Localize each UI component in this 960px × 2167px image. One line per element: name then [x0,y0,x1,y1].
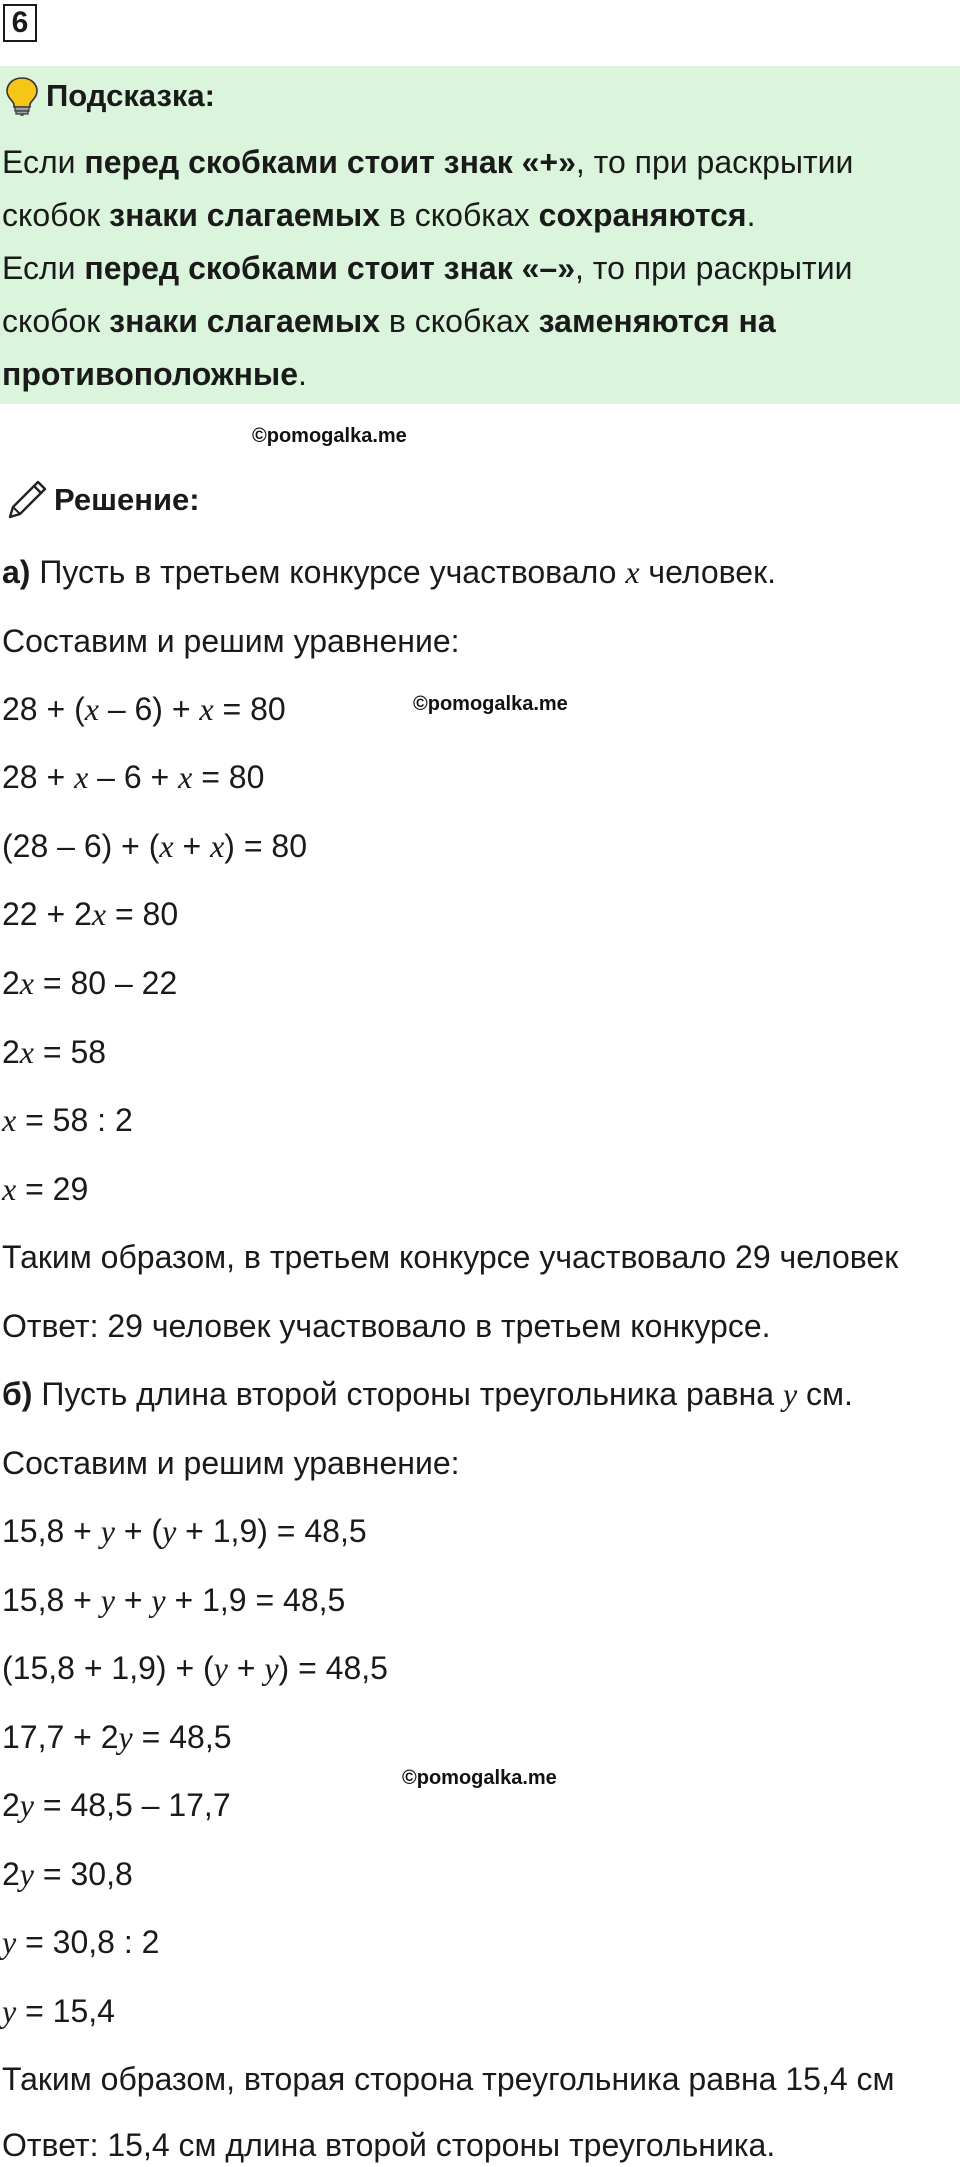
hint-title-text: Подсказка: [46,78,215,113]
eq-text: + [227,1650,265,1686]
var-x: x [159,828,174,864]
var-y: y [782,1376,798,1412]
lightbulb-icon [0,74,44,118]
eq-text: = 80 [106,896,179,932]
eq-text: 2 [2,1034,20,1070]
part-b-label: б) [2,1376,33,1412]
var-y: y [100,1513,115,1549]
var-y: y [213,1650,228,1686]
eq-text: – 6 + [88,759,179,795]
hint-p2-mid: , то при раскрытии скобок [2,250,853,339]
eq-text: 28 + ( [2,691,85,727]
part-b-eq7 [2,1922,159,1962]
var-y: y [19,1856,34,1892]
eq-text: ) = 80 [224,828,307,864]
part-a-eq8 [2,1169,88,1209]
eq-text: = 58 [34,1034,107,1070]
part-a-eq3 [2,826,307,866]
part-b-eq5 [2,1785,231,1825]
var-y: y [162,1513,177,1549]
var-x: x [19,1034,34,1070]
part-b-intro [2,1374,853,1414]
eq-text: = 30,8 [34,1856,133,1892]
part-a-compose: Составим и решим уравнение: [2,623,460,659]
eq-text: + 1,9 = 48,5 [165,1582,346,1618]
eq-text: 15,8 + [2,1513,101,1549]
var-x: x [84,691,99,727]
hint-p1-bold3: сохраняются [538,197,747,233]
hint-p1-end: . [746,197,756,233]
var-x: x [2,1102,17,1138]
hint-p2-mid2: в скобках [380,303,539,339]
solution-title [4,474,200,526]
part-a-label: а) [2,554,31,590]
eq-text: + ( [114,1513,163,1549]
hint-text [2,136,952,401]
var-y: y [100,1582,115,1618]
eq-text: = 48,5 [132,1719,232,1755]
var-x: x [19,965,34,1001]
eq-text: = 30,8 : 2 [16,1924,160,1960]
hint-p2-bold2: знаки слагаемых [109,303,380,339]
var-y: y [2,1993,17,2029]
watermark: ©pomogalka.me [252,425,407,447]
eq-text: = 58 : 2 [16,1102,133,1138]
var-y: y [264,1650,279,1686]
part-b-eq8 [2,1991,115,2031]
eq-text: 15,8 + [2,1582,101,1618]
part-b-compose: Составим и решим уравнение: [2,1445,460,1481]
var-x: x [74,759,89,795]
hint-p2-bold3: заменяются на противоположные [2,303,776,392]
eq-text: (28 – 6) + ( [2,828,160,864]
watermark: ©pomogalka.me [413,693,568,715]
eq-text: 2 [2,1856,20,1892]
hint-p1-pre: Если [2,144,85,180]
hint-p1-mid: , то при раскрытии скобок [2,144,854,233]
part-b-eq6 [2,1854,133,1894]
eq-text: = 80 [213,691,286,727]
eq-text: 17,7 + 2 [2,1719,119,1755]
part-b-answer: Ответ: 15,4 см длина второй стороны треугольника. [2,2127,776,2163]
var-y: y [151,1582,166,1618]
part-a-eq6 [2,1032,106,1072]
eq-text: = 80 [192,759,265,795]
eq-text: + [114,1582,152,1618]
hint-panel [0,66,960,404]
part-a-intro-post: человек. [639,554,776,590]
part-a-eq4 [2,894,178,934]
hint-p1-mid2: в скобках [380,197,539,233]
eq-text: = 48,5 – 17,7 [34,1787,231,1823]
eq-text: 22 + 2 [2,896,92,932]
eq-text: + 1,9) = 48,5 [176,1513,367,1549]
var-x: x [2,1171,17,1207]
part-a-answer: Ответ: 29 человек участвовало в третьем конкурсе. [2,1308,771,1344]
var-x: x [178,759,193,795]
task-number: 6 [3,4,37,42]
eq-text: 28 + [2,759,75,795]
var-x: x [210,828,225,864]
part-a-eq1 [2,689,286,729]
var-x: x [91,896,107,932]
hint-p2-bold1: перед скобками стоит знак «–» [84,250,575,286]
part-a-intro [2,552,776,592]
watermark: ©pomogalka.me [402,1767,557,1789]
hint-title [0,76,215,116]
part-a-intro-pre: Пусть в третьем конкурсе участвовало [30,554,626,590]
part-b-intro-post: см. [797,1376,853,1412]
part-b-eq4 [2,1717,232,1757]
hint-p2-pre: Если [2,250,85,286]
part-b-intro-pre: Пусть длина второй стороны треугольника равна [32,1376,783,1412]
part-a-eq7 [2,1100,133,1140]
part-b-eq3 [2,1648,388,1688]
part-a-eq5 [2,963,177,1003]
part-a-eq2 [2,757,264,797]
eq-text: 2 [2,1787,20,1823]
part-a-conclusion: Таким образом, в третьем конкурсе участвовало 29 человек [2,1239,899,1275]
eq-text: 2 [2,965,20,1001]
solution-title-text: Решение: [54,482,200,517]
eq-text: (15,8 + 1,9) + ( [2,1650,214,1686]
eq-text: = 80 – 22 [34,965,178,1001]
var-x: x [625,554,640,590]
eq-text: + [173,828,211,864]
var-y: y [2,1924,17,1960]
part-b-eq2 [2,1580,345,1620]
hint-p1-bold1: перед скобками стоит знак «+» [84,144,576,180]
hint-p1-bold2: знаки слагаемых [109,197,380,233]
hint-p2-end: . [298,356,307,392]
var-y: y [118,1719,133,1755]
part-b-eq1 [2,1511,367,1551]
part-b-conclusion: Таким образом, вторая сторона треугольника равна 15,4 см [2,2061,895,2097]
eq-text: = 15,4 [16,1993,115,2029]
pencil-icon [4,477,50,523]
eq-text: – 6) + [98,691,200,727]
var-y: y [19,1787,34,1823]
var-x: x [199,691,214,727]
eq-text: = 29 [16,1171,89,1207]
eq-text: ) = 48,5 [278,1650,388,1686]
